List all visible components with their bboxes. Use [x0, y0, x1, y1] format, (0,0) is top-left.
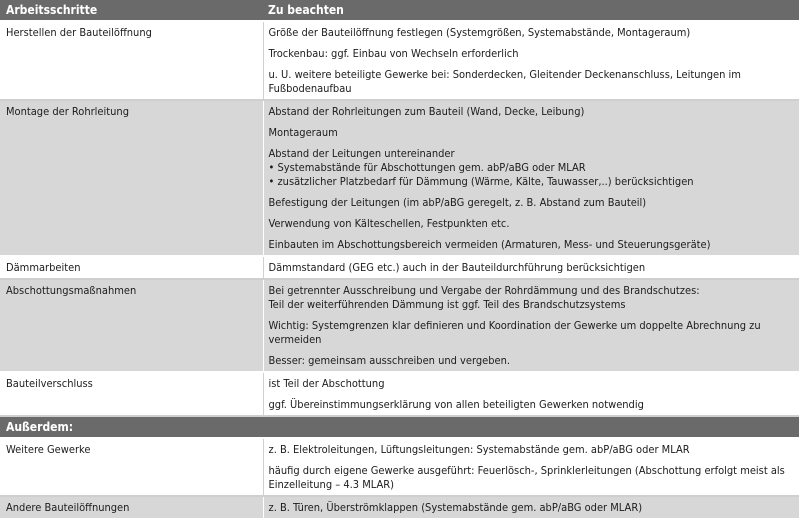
table-row	[0, 279, 799, 372]
section-body	[0, 416, 799, 438]
table-row	[0, 21, 799, 100]
section-row	[0, 416, 799, 438]
section-title: Außerdem:	[0, 416, 799, 438]
table-row	[0, 372, 799, 416]
table-row	[0, 100, 799, 256]
note-item: Größe der Bauteilöffnung festlegen (Systemgrößen, Systemabstände, Montageraum)	[268, 26, 691, 39]
column-header-steps: Arbeitsschritte	[0, 0, 263, 21]
note-item: z. B. Elektroleitungen, Lüftungsleitungen: Systemabstände gem. abP/aBG oder MLAR	[268, 443, 690, 456]
note-item: Einbauten im Abschottungsbereich vermeiden (Armaturen, Mess- und Steuerungsgeräte)	[268, 238, 711, 251]
step-label: Dämmarbeiten	[0, 256, 263, 279]
note-item: Trockenbau: ggf. Einbau von Wechseln erforderlich	[268, 47, 519, 60]
note-item: Befestigung der Leitungen (im abP/aBG geregelt, z. B. Abstand zum Bauteil)	[268, 196, 647, 209]
notes-cell	[263, 279, 799, 372]
notes-cell	[263, 256, 799, 279]
step-label: Andere Bauteilöffnungen	[0, 496, 263, 519]
step-label: Bauteilverschluss	[0, 372, 263, 416]
note-item: Wichtig: Systemgrenzen klar definieren und Koordination der Gewerke um doppelte Abrechnung zu vermeiden	[268, 319, 761, 346]
notes-cell	[263, 496, 799, 519]
table-body-bottom	[0, 438, 799, 519]
table-row	[0, 438, 799, 496]
notes-cell	[263, 372, 799, 416]
step-label: Weitere Gewerke	[0, 438, 263, 496]
note-item: u. U. weitere beteiligte Gewerke bei: Sonderdecken, Gleitender Deckenanschluss, Leitungen im Fußbodenaufbau	[268, 68, 741, 95]
note-item: Bei getrennter Ausschreibung und Vergabe der Rohrdämmung und des Brandschutzes: Teil der weiterführenden Dämmung ist ggf. Teil des Brandschutzsystems	[268, 284, 700, 311]
note-item: Besser: gemeinsam ausschreiben und vergeben.	[268, 354, 511, 367]
table-row	[0, 256, 799, 279]
note-item: ggf. Übereinstimmungserklärung von allen beteiligten Gewerken notwendig	[268, 398, 644, 411]
note-item: häufig durch eigene Gewerke ausgeführt: Feuerlösch-, Sprinklerleitungen (Abschottung erfolgt meist als Einzelleitung – 4.3 MLAR)	[268, 464, 785, 491]
table-header-row	[0, 0, 799, 21]
note-item: Verwendung von Kälteschellen, Festpunkten etc.	[268, 217, 510, 230]
note-item: Montageraum	[268, 126, 338, 139]
note-item: Abstand der Leitungen untereinander • Systemabstände für Abschottungen gem. abP/aBG oder MLAR • zusätzlicher Platzbedarf für Dämmung (Wärme, Kälte, Tauwasser,..) berücksichtigen	[268, 147, 694, 188]
note-item: ist Teil der Abschottung	[268, 377, 385, 390]
step-label: Herstellen der Bauteilöffnung	[0, 21, 263, 100]
step-label: Montage der Rohrleitung	[0, 100, 263, 256]
step-label: Abschottungsmaßnahmen	[0, 279, 263, 372]
notes-cell	[263, 438, 799, 496]
table-body-top	[0, 21, 799, 416]
notes-cell	[263, 100, 799, 256]
note-item: z. B. Türen, Überströmklappen (Systemabstände gem. abP/aBG oder MLAR)	[268, 501, 643, 514]
table-row	[0, 496, 799, 519]
column-header-notes: Zu beachten	[263, 0, 799, 21]
note-item: Abstand der Rohrleitungen zum Bauteil (Wand, Decke, Leibung)	[268, 105, 585, 118]
note-item: Dämmstandard (GEG etc.) auch in der Bauteildurchführung berücksichtigen	[268, 261, 646, 274]
notes-cell	[263, 21, 799, 100]
